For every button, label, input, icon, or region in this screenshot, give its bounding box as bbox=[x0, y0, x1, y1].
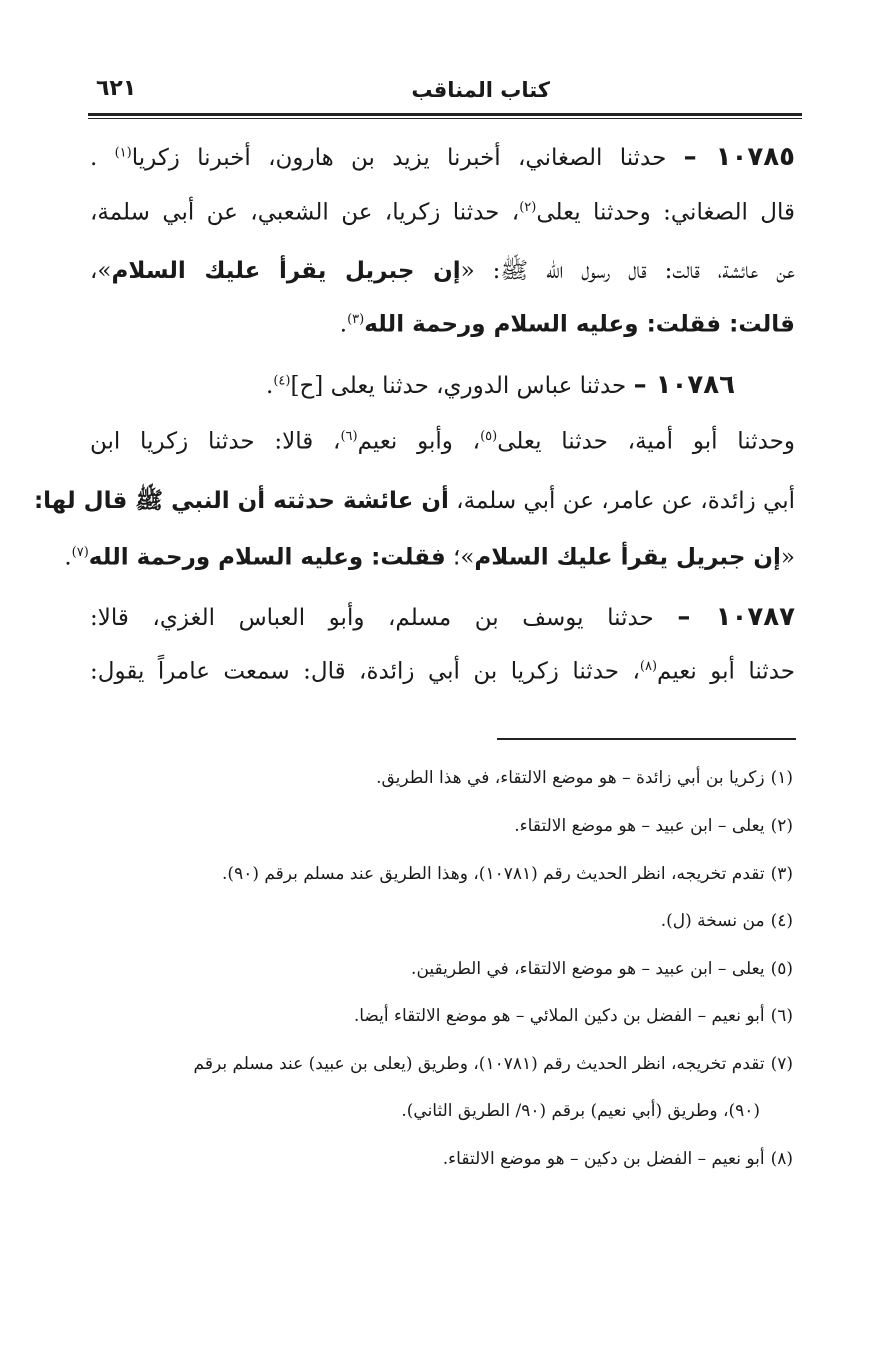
body-line-10 bbox=[90, 660, 795, 684]
bold-quote: أن عائشة حدثته أن النبي ﷺ قال لها: bbox=[33, 488, 449, 514]
header-rule-thick bbox=[88, 113, 802, 116]
body-line-4 bbox=[90, 313, 795, 337]
footnote-text: يعلى – ابن عبيد – هو موضع الالتقاء. bbox=[514, 816, 765, 836]
body-text: وحدثنا أبو أمية، حدثنا يعلى bbox=[497, 428, 795, 455]
footnote-4 bbox=[80, 913, 793, 930]
footnote-text: يعلى – ابن عبيد – هو موضع الالتقاء، في الطريقين. bbox=[411, 959, 765, 979]
body-line-3 bbox=[90, 260, 795, 283]
body-text: . bbox=[90, 145, 115, 171]
hadith-number: ١٠٧٨٦ – bbox=[633, 370, 735, 400]
footnote-5 bbox=[80, 961, 793, 978]
bold-quote: فقلت: وعليه السلام ورحمة الله bbox=[88, 544, 446, 571]
footnote-8 bbox=[80, 1151, 793, 1168]
body-text: »، bbox=[90, 258, 112, 284]
footnote-ref: (٥) bbox=[480, 429, 498, 444]
body-line-1 bbox=[90, 144, 795, 170]
footnote-ref: (٢) bbox=[519, 200, 537, 215]
footnote-number: (٨) bbox=[770, 1149, 793, 1169]
body-text: »؛ bbox=[445, 544, 475, 571]
footnote-ref: (٦) bbox=[340, 429, 358, 444]
footnote-text: أبو نعيم – الفضل بن دكين – هو موضع الالتقاء. bbox=[442, 1149, 765, 1169]
footnote-text: (٩٠)، وطريق (أبي نعيم) برقم (٩٠/ الطريق الثاني). bbox=[401, 1101, 760, 1121]
footnote-ref: (٨) bbox=[639, 659, 658, 674]
body-line-7 bbox=[33, 488, 795, 514]
footnote-number: (٧) bbox=[770, 1054, 793, 1074]
bold-quote: إن جبريل يقرأ عليك السلام bbox=[474, 544, 781, 571]
footnote-text: أبو نعيم – الفضل بن دكين الملائي – هو موضع الالتقاء أيضا. bbox=[353, 1006, 765, 1026]
body-text: حدثنا عباس الدوري، حدثنا يعلى [ح] bbox=[290, 373, 634, 399]
body-text: ، قالا: حدثنا زكريا ابن bbox=[90, 428, 341, 455]
footnote-number: (٤) bbox=[770, 911, 793, 931]
footnote-number: (٥) bbox=[770, 959, 793, 979]
footnote-text: من نسخة (ل). bbox=[660, 911, 765, 931]
body-text: ، حدثنا زكريا بن أبي زائدة، قال: سمعت عامراً يقول: bbox=[90, 658, 640, 685]
running-title: كتاب المناقب bbox=[411, 78, 550, 102]
body-text: حدثنا يوسف بن مسلم، وأبو العباس الغزي، قالا: bbox=[90, 605, 678, 631]
footnote-text: تقدم تخريجه، انظر الحديث رقم (١٠٧٨١)، وطريق (يعلى بن عبيد) عند مسلم برقم bbox=[193, 1054, 765, 1074]
body-text: « bbox=[780, 544, 795, 571]
footnote-number: (٢) bbox=[770, 816, 793, 836]
bold-quote: إن جبريل يقرأ عليك السلام bbox=[111, 258, 461, 284]
bold-quote: قالت: فقلت: وعليه السلام ورحمة الله bbox=[364, 311, 795, 338]
body-text: . bbox=[64, 544, 72, 571]
footnote-ref: (٧) bbox=[71, 545, 89, 560]
hadith-number: ١٠٧٨٥ – bbox=[683, 142, 795, 172]
body-text: أبي زائدة، عن عامر، عن أبي سلمة، bbox=[448, 488, 795, 514]
hadith-number: ١٠٧٨٧ – bbox=[677, 602, 795, 632]
body-text: حدثنا أبو نعيم bbox=[657, 658, 795, 685]
footnote-number: (١) bbox=[770, 768, 793, 788]
footnote-7 bbox=[80, 1056, 793, 1073]
body-line-8 bbox=[64, 544, 795, 571]
body-text: . bbox=[266, 373, 274, 399]
footnote-2 bbox=[80, 818, 793, 835]
body-text: حدثنا الصغاني، أخبرنا يزيد بن هارون، أخبرنا زكريا bbox=[131, 145, 684, 171]
footnote-number: (٣) bbox=[770, 864, 793, 884]
body-text: عن عائشة، قالت: قال رسول الله ﷺ: « bbox=[460, 258, 795, 284]
footnote-text: تقدم تخريجه، انظر الحديث رقم (١٠٧٨١)، وهذا الطريق عند مسلم برقم (٩٠). bbox=[222, 864, 765, 884]
footnote-text: زكريا بن أبي زائدة – هو موضع الالتقاء، في هذا الطريق. bbox=[376, 768, 765, 788]
body-line-2 bbox=[90, 201, 795, 225]
page-header bbox=[90, 76, 800, 112]
page-number: ٦٢١ bbox=[96, 76, 137, 101]
footnote-ref: (٣) bbox=[347, 312, 365, 327]
body-text: . bbox=[339, 311, 348, 338]
header-rule-thin bbox=[88, 118, 802, 119]
body-text: ، وأبو نعيم bbox=[357, 428, 481, 455]
body-line-9 bbox=[90, 604, 795, 630]
footnote-7-continued bbox=[80, 1103, 760, 1120]
body-line-5 bbox=[90, 372, 735, 398]
footnote-separator bbox=[497, 738, 796, 740]
footnote-number: (٦) bbox=[770, 1006, 793, 1026]
footnote-6 bbox=[80, 1008, 793, 1025]
footnote-ref: (١) bbox=[114, 145, 132, 161]
body-text: ، حدثنا زكريا، عن الشعبي، عن أبي سلمة، bbox=[90, 199, 520, 226]
body-text: قال الصغاني: وحدثنا يعلى bbox=[536, 199, 795, 226]
body-line-6 bbox=[90, 430, 795, 454]
footnote-1 bbox=[80, 770, 793, 787]
footnote-ref: (٤) bbox=[273, 373, 291, 389]
footnote-3 bbox=[80, 866, 793, 883]
